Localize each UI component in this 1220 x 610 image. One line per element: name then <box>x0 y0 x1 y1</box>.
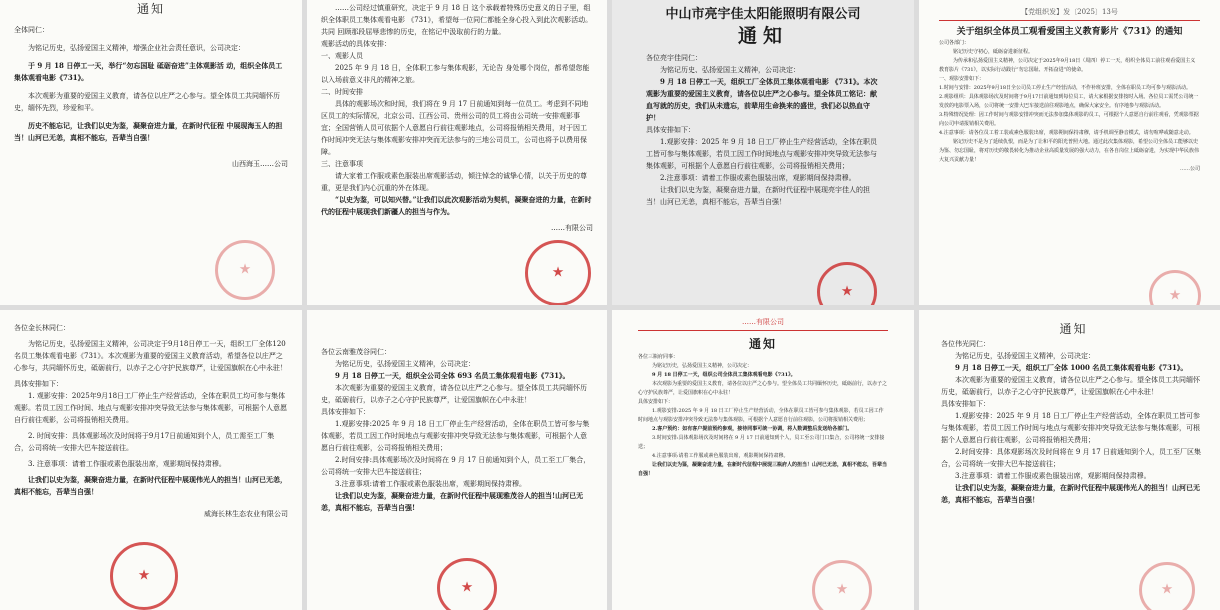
doc-title: 通知 <box>737 25 788 47</box>
paragraph: 让我们以史为鉴，凝聚奋进力量，在新时代征程中展现伟光人的担当！山河已无恙，真相不能忘，吾辈当自强！ <box>941 483 1200 504</box>
paragraph: 9 月 18 日停工一天，组织全公司全体 693 名员工集体观看电影《731》。 <box>335 371 570 380</box>
paragraph: 让我们以史为鉴，凝聚奋进力量，在新时代征程中展现三瓶府人的担当！山河已无恙，真相不能忘，吾辈当自强！ <box>638 462 888 477</box>
paragraph: 4.注意事项:请着工作服或素色服装出席，观影期间保持肃穆。 <box>652 453 789 459</box>
section-heading: 具体安排如下： <box>646 126 695 134</box>
signature: ……公司 <box>1179 166 1200 172</box>
header-divider <box>939 20 1200 21</box>
paragraph: 让我们以史为鉴，凝聚奋进力量，在新时代征程中展现亮宇佳人的担当！山河已无恙，真相不能忘，吾辈当自强！ <box>646 186 870 206</box>
notice-document-3[interactable] <box>612 0 914 305</box>
paragraph: 具体的观影场次和时间，我们将在 9 月 17 日前通知到每一位员工。考虑到不同地区员工的实际情况，北京公司、江西公司、贵州公司的员工将由公司统一安排观影事宜；全国营销人员可依据个人意愿自行前往观影地点，公司将报销相关费用，对于因工作时间冲突无法与集体观影安排冲突而无法参与的三地公司员工，公司也将予以费用保障。 <box>321 100 589 156</box>
notice-document-8[interactable] <box>919 310 1220 610</box>
company-seal <box>437 558 497 610</box>
paragraph: 3. 注意事项：请着工作服或素色服装出席，观影期间保持肃穆。 <box>28 460 226 468</box>
section-heading: 具体安排如下： <box>14 380 63 388</box>
paragraph: 为传承和弘扬爱国主义精神，公司决定于2025年9月18日（周四）停工一天，组织全体员工前往观看爱国主义教育影片《731》，以实际行动践行“勿忘国耻、开拓奋进”的使命。 <box>939 58 1196 73</box>
paragraph: 让我们以史为鉴，凝聚奋进力量，在新时代征程中展现雅茂谷人的担当!山河已无恙，真相不能忘，吾辈当自强! <box>321 491 584 512</box>
doc-title: 通知 <box>136 2 165 16</box>
notice-document-2[interactable] <box>307 0 607 305</box>
paragraph: 9 月 18 日停工一天，组织公司全体员工集体观看电影《731》。 <box>652 372 796 378</box>
doc-number: 【党组织发】发〔2025〕13号 <box>1021 8 1118 16</box>
paragraph: 1.观影安排：2025 年 9 月 18 日工厂停止生产经营活动，全体在职员工皆可参与集体观影，若员工因工作时间与地点与观影安排冲突导致无法参与集体观影，可根据个人意愿自行前往观影，公司将报销相关费用； <box>941 412 1200 444</box>
doc-title: 通知 <box>1059 322 1088 336</box>
paragraph: 2025 年 9 月 18 日，全体职工参与集体观影，无论告 身处哪个岗位，都希望您能以入场前意义非凡的精神之旅。 <box>321 64 590 84</box>
notice-document-5[interactable] <box>0 310 302 610</box>
paragraph: 4.注意事项：请各位员工着工装或素色服装出席，观影期间保持肃穆，请手机调至静音模式，请勿喧哗或随意走动。 <box>939 130 1194 136</box>
paragraph: 2.观影组织：具体观影场次及时间将于9月17日前通知到每位员工，请大家根据安排按时入场。各位员工需凭公司统一发放的电影票入场，公司将统一安排大巴车接送前往观影地点，确保大家安全。有序地参与观影活动。 <box>939 94 1199 109</box>
paragraph: 铭记历史不是为了延续仇恨，而是为了让和平的阳光普照大地。通过此次集体观影，希望公司全体员工能够以史为鉴、勿忘国耻，将对历史的敬畏转化为推动企业高质量发展的强大动力，在各自岗位上砥砺奋进，为实现中华民族伟大复兴贡献力量！ <box>939 139 1200 163</box>
signature: 威海长林生态农业有限公司 <box>204 510 288 518</box>
company-seal <box>525 240 591 305</box>
header-divider <box>638 330 888 331</box>
paragraph: 为铭记历史，弘扬爱国主义精神，公司决定： <box>335 360 475 368</box>
paragraph: “以史为鉴，可以知兴替。”让我们以此次观影活动为契机，凝聚奋进的力量，在新时代的征程中展现我们新疆人的担当与作为。 <box>321 195 592 216</box>
greeting: 各位伟光同仁： <box>941 340 990 348</box>
paragraph: 本次观影为重要的爱国主义教育，请各位以庄严之心参与。望全体员工共同缅怀历史，缅怀先烈，珍爱和平。 <box>14 92 280 112</box>
doc-title: 关于组织全体员工观看爱国主义教育影片《731》的通知 <box>956 27 1183 37</box>
paragraph: 铭记历史守初心，砥砺奋进新征程。 <box>953 49 1034 55</box>
greeting: 公司各部门： <box>939 40 970 46</box>
paragraph: 1.时间与安排：2025年9月18日全公司员工停止生产经营活动，不作补班安排，全体在职员工均可参与观影活动。 <box>939 85 1192 91</box>
signature: ……有限公司 <box>551 224 593 232</box>
greeting: 全体同仁： <box>14 26 49 34</box>
paragraph: 历史不能忘记，让我们以史为鉴，凝聚奋进力量，在新时代征程 中展现海玉人的担当！山河已无恙，真相不能忘，吾辈当自强！ <box>14 121 283 142</box>
paragraph: 为铭记历史，弘扬爱国主义精神，公司决定于9月18日停工一天，组织工厂全体120名员工集体观看电影《731》。本次观影为重要的爱国主义教育活动，希望各位以庄严之心参与，共同缅怀历史，砥砺前行，以赤子之心守护民族尊严，让爱国旗帜在心中永驻！ <box>14 340 287 372</box>
paragraph: 为铭记历史，弘扬爱国主义精神，公司决定： <box>652 363 753 369</box>
greeting: 各位云南雅茂谷同仁： <box>321 348 391 356</box>
paragraph: 9 月 18 日停工一天，组织工厂全体员工集体观看电影 《731》。本次观影为重要的爱国主义教育，请各位以庄严之心参与。望全体员工铭记：献血写就的历史，我们从未遗忘，前辈用生命换来的盛世，我们必以热血守护！ <box>646 77 878 122</box>
paragraph: 2.时间安排:具体观影场次及时间将在 9 月 17 日前通知到个人，员工至工厂集合，公司将统一安排大巴车接送前往； <box>321 456 591 476</box>
paragraph: 本次观影为重要的爱国主义教育，请各位以庄严之心参与。望全体员工共同缅怀历史，砥砺前行，以赤子之心守护民族尊严，让爱国旗帜在心中永驻！ <box>638 381 888 396</box>
paragraph: 1.观影安排:2025 年 9 月 18 日工厂停止生产经营活动，全体在职员工皆可参与集体观影，若员工因工作时间地点与观影安排冲突导致无法参与集体观影，可根据个人意愿自行前往观影，公司将报销相关费用； <box>638 408 884 423</box>
section-heading: 具体安排如下： <box>941 400 990 408</box>
paragraph: 于 9 月 18 日停工一天，举行“勿忘国耻 砥砺奋进”主体观影活 动，组织全体员工集体观看电影《731》。 <box>14 61 283 82</box>
paragraph: 1. 观影安排：2025年9月18日工厂停止生产经营活动，全体在职员工均可参与集体观影。若员工因工作时间、地点与观影安排冲突导致无法参与集体观影，可根据个人意愿自行前往观影，公司将报销相关费用。 <box>14 392 287 424</box>
paragraph: 2.注意事项：请着工作服或素色服装出席，观影期间保持肃穆。 <box>660 174 856 182</box>
paragraph: 本次观影为重要的爱国主义教育，请各位以庄严之心参与。望全体员工共同缅怀历史，砥砺前行，以赤子之心守护民族尊严，让爱国旗帜在心中永驻！ <box>941 376 1200 396</box>
section-heading: 一、观影安排如下： <box>939 76 985 82</box>
paragraph: 3.时间安排:具体观影场次及时间将在 9 月 17 日前通知到个人，员工至公司门口集合，公司将统一安排接送； <box>638 435 885 450</box>
greeting: 各位亮宇佳同仁： <box>646 54 702 62</box>
paragraph: 3.注意事项:请着工作服或素色服装出席，观影期间保持肃穆。 <box>335 480 527 488</box>
signature: 山西海玉……公司 <box>232 160 288 168</box>
company-seal <box>215 240 275 300</box>
company-name: 中山市亮宇佳太阳能照明有限公司 <box>665 7 861 22</box>
paragraph: 本次观影为重要的爱国主义教育，请各位以庄严之心参与。望全体员工共同缅怀历史，砥砺前行，以赤子之心守护民族尊严，让爱国旗帜在心中永驻！ <box>321 384 587 404</box>
paragraph: 2.时间安排：具体观影场次及时间将在 9 月 17 日前通知到个人，员工至厂区集合，公司将统一安排大巴车接送前往； <box>941 448 1201 468</box>
paragraph: 1.观影安排：2025 年 9 月 18 日工厂停止生产经营活动，全体在职员工皆可参与集体观影，若员工因工作时间地点与观影安排冲突导致无法参与集体观影，可根据个人意愿自行前往观影，公司将报销相关费用； <box>646 138 877 170</box>
paragraph: 2. 时间安排：具体观影场次及时间将于9月17日前通知到个人，员工需至工厂集合，公司将统一安排大巴车接送前往。 <box>14 432 275 452</box>
greeting: 各位三瓶府同事： <box>638 354 679 360</box>
section-heading: 三、注意事项 <box>321 160 363 168</box>
greeting: 各位金长林同仁： <box>14 324 70 332</box>
section-heading: 一、观影人员 <box>321 52 363 60</box>
paragraph: ……公司经过慎重研究，决定于 9 月 18 日 这个承载着特殊历史意义的日子里，组织全体职员工集体观看电影 《731》，希望每一位同仁都能全身心投入到此次观影活动。共同 回顾那段屈辱悲惨的历史，在铭记中汲取前行的力量。 <box>321 4 593 36</box>
company-seal <box>1139 562 1195 610</box>
section-heading: 观影活动的具体安排： <box>321 40 391 48</box>
notice-document-6[interactable] <box>307 310 607 610</box>
company-name: ……有限公司 <box>742 318 784 326</box>
notice-document-7[interactable] <box>612 310 914 610</box>
paragraph: 9 月 18 日停工一天，组织工厂全体 1000 名员工集体观看电影《731》。 <box>955 363 1188 372</box>
paragraph: 为铭记历史，弘扬爱国主义精神，增强企业社会责任意识，公司决定： <box>28 44 245 52</box>
paragraph: 请大家着工作服或素色服装出席观影活动，倾注悼念的诚挚心情，以关于历史的尊重，更是我们内心沉重的外在体现。 <box>321 172 587 192</box>
section-heading: 具体安排如下： <box>321 408 370 416</box>
doc-title: 通知 <box>748 337 777 351</box>
paragraph: 为铭记历史，弘扬爱国主义精神，公司决定： <box>955 352 1095 360</box>
paragraph: 为铭记历史、弘扬爱国主义精神，公司决定： <box>660 66 800 74</box>
company-seal <box>110 542 178 610</box>
paragraph: 3.注意事项：请着工作服或素色服装出席，观影期间保持肃穆。 <box>955 472 1151 480</box>
notice-document-1[interactable] <box>0 0 302 305</box>
notice-document-4[interactable] <box>919 0 1220 305</box>
paragraph: 让我们以史为鉴，凝聚奋进力量，在新时代征程中展现伟光人的担当！山河已无恙，真相不能忘，吾辈当自强！ <box>14 475 287 496</box>
section-heading: 具体安排如下： <box>638 399 674 405</box>
paragraph: 2.客户预约：如有客户提前预约参观，接待同事可统一协调，将人数调整后发送给各部门。 <box>652 426 853 432</box>
paragraph: 3.特殊情况处理：因工作时间与观影安排冲突而无法参加集体观影的员工，可根据个人意愿自行前往观看，凭观影票据向公司申请报销相关费用。 <box>939 112 1199 127</box>
section-heading: 二、时间安排 <box>321 88 363 96</box>
paragraph: 1.观影安排:2025 年 9 月 18 日工厂停止生产经营活动，全体在职员工皆可参与集体观影，若员工因工作时间地点与观影安排冲突导致无法参与集体观影，可根据个人意愿自行前往观影，公司将报销相关费用； <box>321 420 590 452</box>
